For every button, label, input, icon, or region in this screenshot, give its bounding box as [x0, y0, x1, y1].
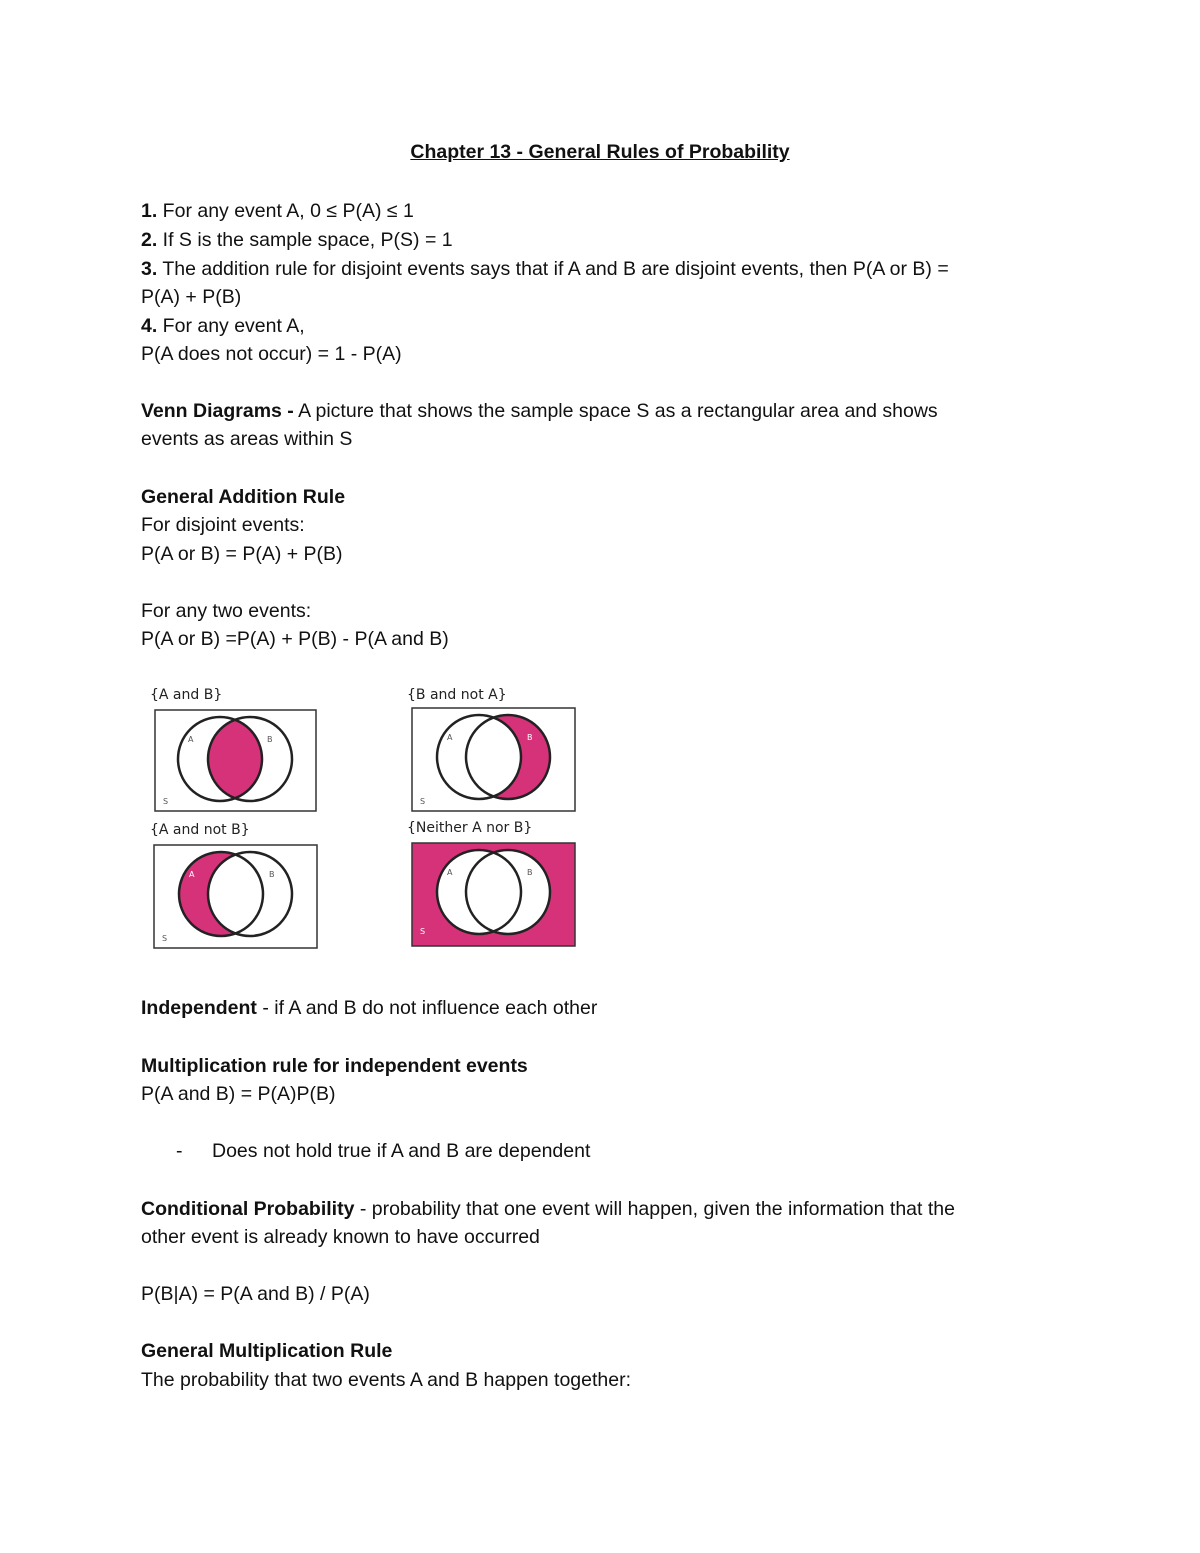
venn-diagram-a-and-not-b — [153, 844, 319, 950]
multiplication-formula: P(A and B) = P(A)P(B) — [141, 1083, 336, 1105]
general-addition-heading: General Addition Rule — [141, 486, 346, 508]
venn-caption-b-and-not-a: {B and not A} — [407, 687, 507, 703]
rule-1: 1. For any event A, 0 ≤ P(A) ≤ 1 — [141, 200, 414, 222]
venn-diagram-neither — [411, 842, 577, 948]
label-s: S — [162, 934, 168, 943]
label-s: S — [420, 797, 426, 806]
label-a: A — [188, 735, 194, 744]
label-b: B — [269, 870, 275, 879]
rule-2: 2. If S is the sample space, P(S) = 1 — [141, 229, 453, 251]
label-b: B — [267, 735, 273, 744]
rule-4-cont: P(A does not occur) = 1 - P(A) — [141, 343, 402, 365]
label-a: A — [189, 870, 195, 879]
disjoint-label: For disjoint events: — [141, 514, 305, 536]
bullet-text: Does not hold true if A and B are dependent — [212, 1140, 591, 1162]
general-multiplication-text: The probability that two events A and B happen together: — [141, 1369, 632, 1391]
label-s: S — [420, 927, 426, 936]
rule-4: 4. For any event A, — [141, 315, 305, 337]
conditional-definition-cont: other event is already known to have occurred — [141, 1226, 540, 1248]
venn-caption-neither: {Neither A nor B} — [407, 820, 533, 836]
rule-3-cont: P(A) + P(B) — [141, 286, 242, 308]
label-b: B — [527, 868, 533, 877]
label-b: B — [527, 733, 533, 742]
independent-definition: Independent - if A and B do not influence each other — [141, 997, 598, 1019]
disjoint-formula: P(A or B) = P(A) + P(B) — [141, 543, 343, 565]
multiplication-heading: Multiplication rule for independent events — [141, 1055, 528, 1077]
conditional-definition: Conditional Probability - probability that one event will happen, given the information that the — [141, 1198, 955, 1220]
page-title: Chapter 13 - General Rules of Probability — [410, 141, 790, 163]
venn-definition: Venn Diagrams - A picture that shows the sample space S as a rectangular area and shows — [141, 400, 938, 422]
label-a: A — [447, 733, 453, 742]
bullet-marker: - — [176, 1140, 183, 1162]
rule-3: 3. The addition rule for disjoint events says that if A and B are disjoint events, then P(A or B) = — [141, 258, 949, 280]
any-two-formula: P(A or B) =P(A) + P(B) - P(A and B) — [141, 628, 449, 650]
label-s: S — [163, 797, 169, 806]
venn-definition-cont: events as areas within S — [141, 428, 353, 450]
conditional-formula: P(B|A) = P(A and B) / P(A) — [141, 1283, 370, 1305]
general-multiplication-heading: General Multiplication Rule — [141, 1340, 393, 1362]
any-two-label: For any two events: — [141, 600, 312, 622]
venn-caption-a-and-not-b: {A and not B} — [150, 822, 250, 838]
label-a: A — [447, 868, 453, 877]
venn-diagram-b-and-not-a — [411, 707, 577, 813]
venn-caption-a-and-b: {A and B} — [150, 687, 223, 703]
venn-diagram-a-and-b — [154, 709, 318, 813]
